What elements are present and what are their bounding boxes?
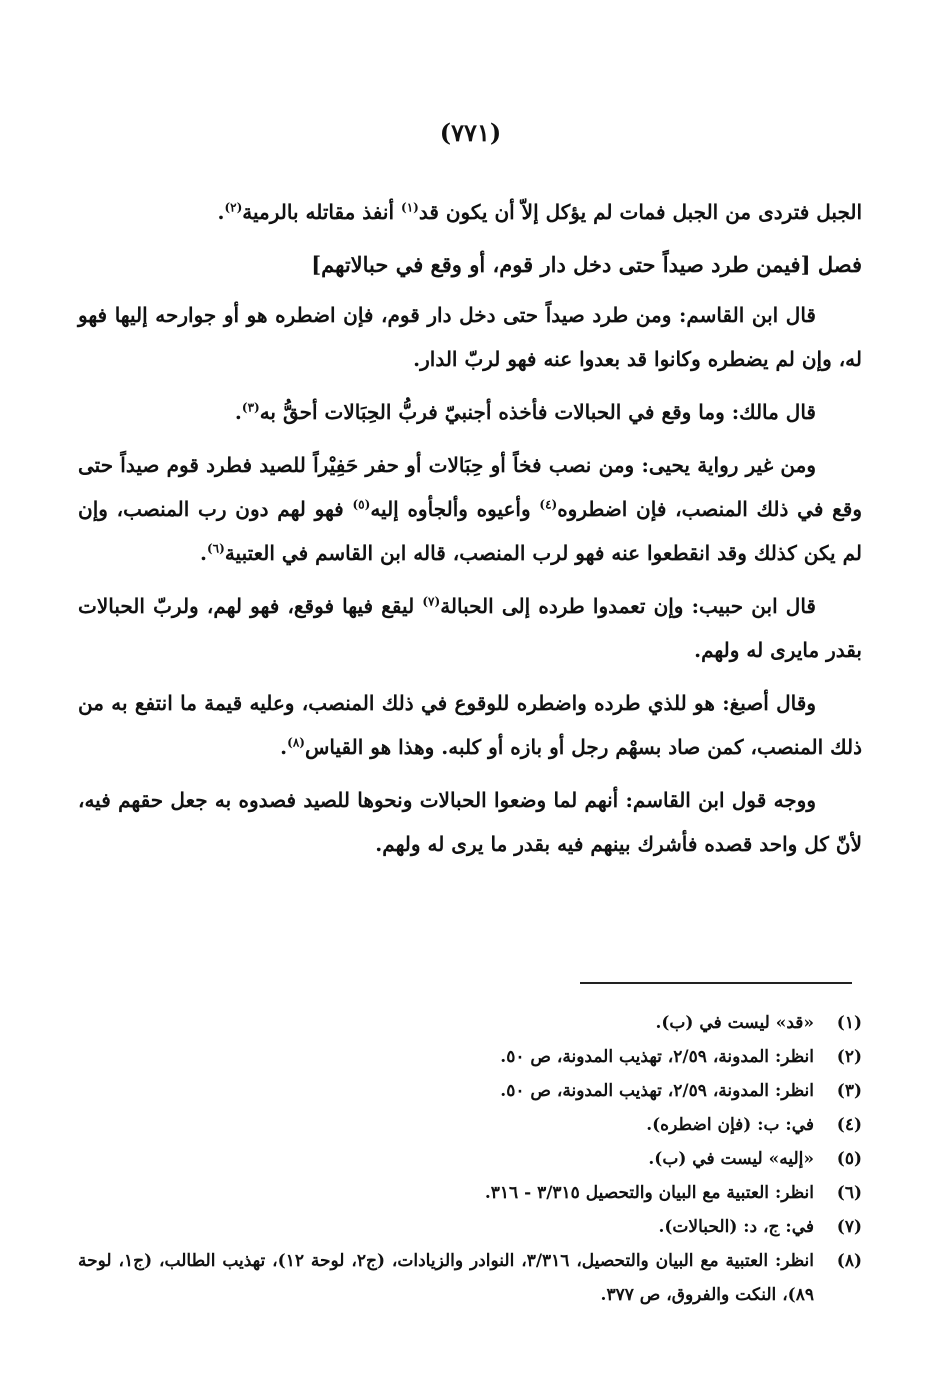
paragraph-5 [78, 443, 862, 575]
footnote-item [78, 1040, 862, 1074]
paragraph-text: قال ابن حبيب: وإن تعمدوا طرده إلى الحبالة [440, 594, 816, 618]
paragraph-text: . [280, 735, 288, 759]
paragraph-1 [78, 190, 862, 234]
page-number: (٧٧١) [439, 118, 502, 147]
footnote-text: انظر: العتبية مع البيان والتحصيل ٣/٣١٥ - ٣١٦. [484, 1183, 814, 1203]
paragraph-6 [78, 584, 862, 672]
footnote-ref[interactable]: (٢) [224, 200, 243, 215]
footnote-ref[interactable]: (٣) [241, 400, 260, 415]
paragraph-text: ووجه قول ابن القاسم: أنهم لما وضعوا الحبالات ونحوها للصيد فصدوه به جعل حقهم فيه، لأنّ كل واحد قصده فأشرك بينهم فيه بقدر ما يرى له ولهم. [78, 788, 862, 856]
footnote-item [78, 1142, 862, 1176]
paragraph-text: فهو لهم دون رب المنصب، وإن لم يكن كذلك وقد انقطعوا عنه فهو لرب المنصب، قاله ابن القاسم في العتبية [78, 497, 862, 565]
paragraph-text: قال ابن القاسم: ومن طرد صيداً حتى دخل دار قوم، فإن اضطره هو أو جوارحه إليها فهو له، وإن لم يضطره وكانوا قد بعدوا عنه فهو لربّ الدار. [78, 303, 862, 371]
paragraph-8 [78, 778, 862, 866]
footnote-item [78, 1176, 862, 1210]
footnote-ref[interactable]: (٥) [352, 497, 371, 512]
paragraph-text: . [217, 200, 225, 224]
footnote-text: انظر: المدونة، ٢/٥٩، تهذيب المدونة، ص ٥٠. [500, 1047, 814, 1067]
footnote-item [78, 1006, 862, 1040]
footnote-text: في: ب: (فإن اضطره). [646, 1115, 814, 1135]
paragraph-text: ومن غير رواية يحيى: ومن نصب فخاً أو حِبَالات أو حفر حَفِيْراً للصيد فطرد قوم صيداً حتى وقع في ذلك المنصب، فإن اضطروه [78, 453, 862, 521]
footnote-item [78, 1210, 862, 1244]
footnote-divider [580, 982, 852, 984]
footnote-ref[interactable]: (١) [401, 200, 419, 215]
footnote-number: (٧) [836, 1217, 862, 1237]
footnote-number: (٥) [836, 1149, 862, 1169]
footnote-ref[interactable]: (٦) [206, 541, 225, 556]
paragraph-4 [78, 390, 862, 434]
footnote-number: (٦) [836, 1183, 862, 1203]
paragraph-text: أنفذ مقاتله بالرمية [242, 200, 402, 224]
footnote-text: «إليه» ليست في (ب). [648, 1149, 814, 1169]
paragraph-text: الجبل فتردى من الجبل فمات لم يؤكل إلاّ أن يكون قد [418, 200, 862, 224]
section-heading: فصل [فيمن طرد صيداً حتى دخل دار قوم، أو وقع في حبالاتهم] [311, 252, 862, 277]
footnotes-list [78, 1006, 862, 1312]
footnote-number: (٣) [836, 1081, 862, 1101]
paragraph-7 [78, 681, 862, 769]
paragraph-text: وقال أصبغ: هو للذي طرده واضطره للوقوع في ذلك المنصب، وعليه قيمة ما انتفع به من ذلك المنصب، كمن صاد بسهْم رجل أو بازه أو كلبه. وهذا هو القياس [78, 691, 862, 759]
footnote-text: انظر: العتبية مع البيان والتحصيل، ٣/٣١٦، النوادر والزيادات، (ج٢، لوحة ١٢)، تهذيب الطالب، (ج١، لوحة ٨٩)، النكت والفروق، ص ٣٧٧. [78, 1251, 815, 1305]
footnote-item [78, 1244, 862, 1312]
footnote-ref[interactable]: (٨) [287, 735, 305, 750]
footnote-text: في: ج، د: (الحبالات). [658, 1217, 814, 1237]
footnote-number: (٢) [836, 1047, 862, 1067]
paragraph-text: ليقع فيها فوقع، فهو لهم، ولربّ الحبالات بقدر مايرى له ولهم. [78, 594, 862, 662]
footnote-ref[interactable]: (٧) [422, 594, 441, 609]
paragraph-text: . [234, 400, 242, 424]
footnote-number: (٨) [836, 1251, 862, 1271]
footnote-number: (٤) [836, 1115, 862, 1135]
paragraph-text: . [200, 541, 207, 565]
paragraph-text: وأعيوه وألجأوه إليه [370, 497, 540, 521]
footnote-text: «قد» ليست في (ب). [655, 1013, 814, 1033]
footnote-item [78, 1108, 862, 1142]
footnote-text: انظر: المدونة، ٢/٥٩، تهذيب المدونة، ص ٥٠. [500, 1081, 814, 1101]
footnote-item [78, 1074, 862, 1108]
footnote-ref[interactable]: (٤) [539, 497, 558, 512]
main-text [78, 190, 862, 875]
footnote-number: (١) [836, 1013, 862, 1033]
paragraph-text: قال مالك: وما وقع في الحبالات فأخذه أجنبيّ فربُّ الحِبَالات أحقُّ به [259, 400, 816, 424]
paragraph-3 [78, 293, 862, 381]
